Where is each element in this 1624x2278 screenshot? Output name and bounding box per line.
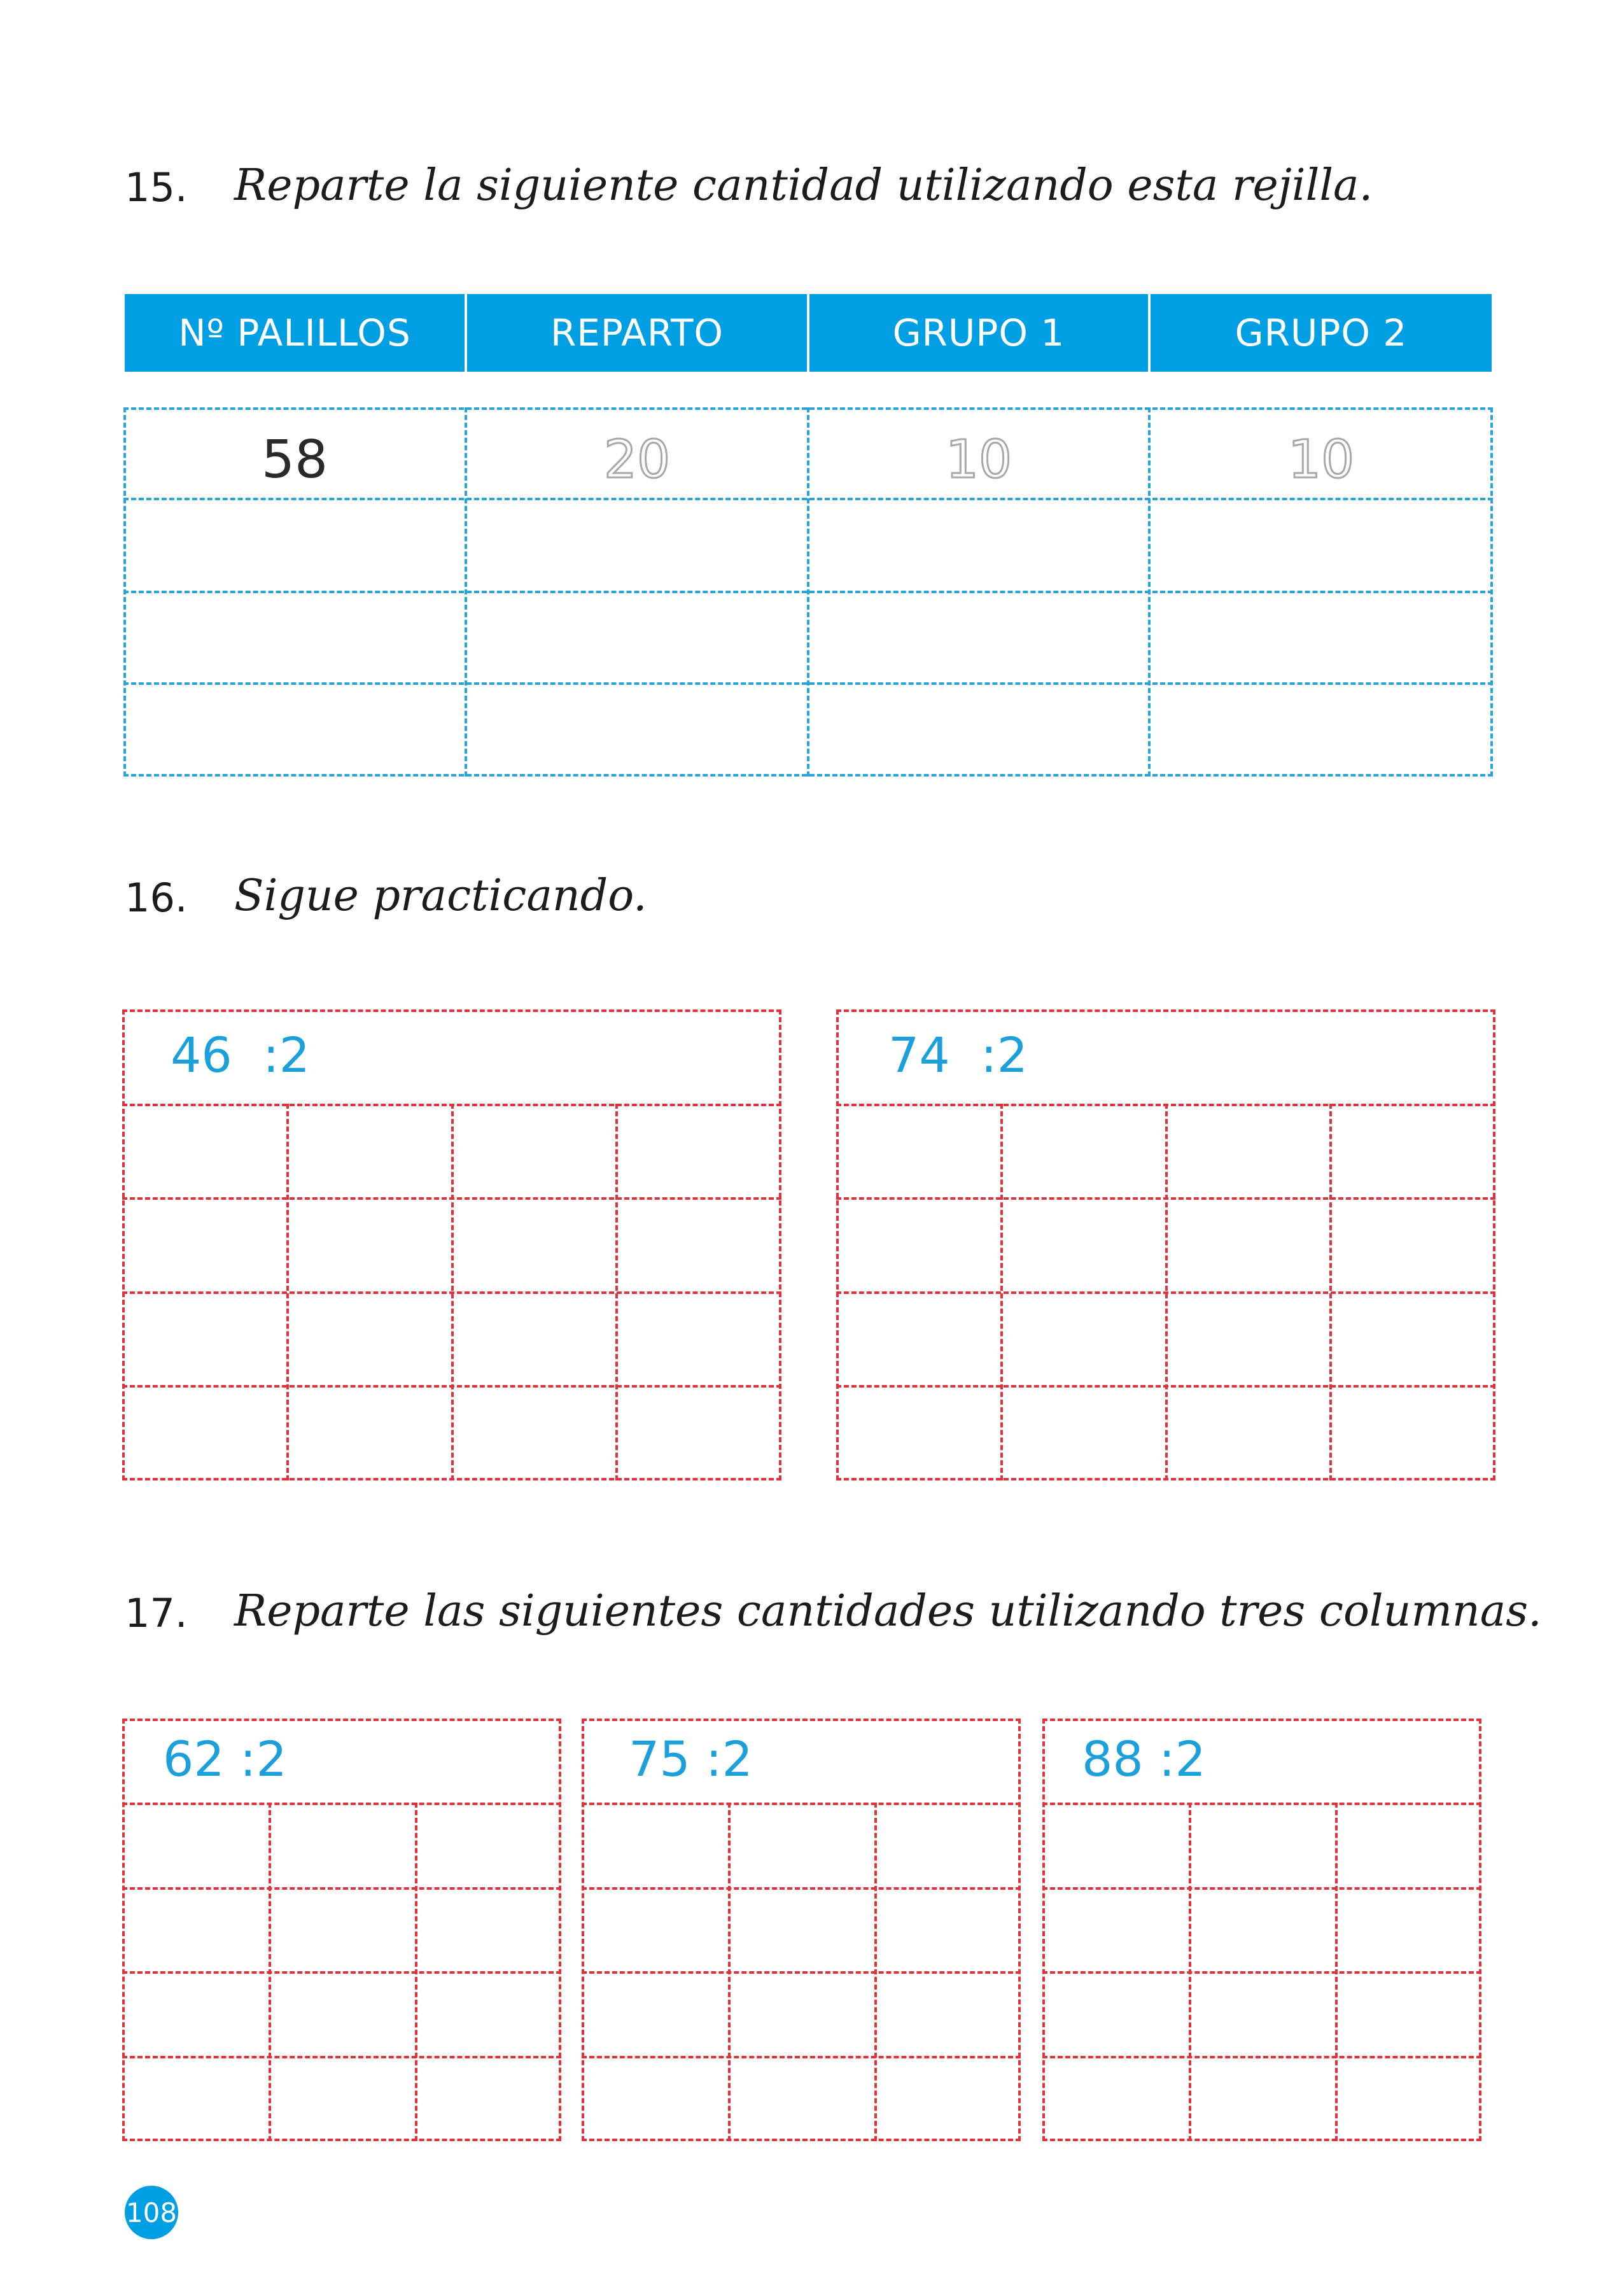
box-col-line [451, 1104, 454, 1480]
box-col-line [286, 1104, 289, 1480]
box-row-line [582, 1887, 1021, 1890]
exercise-17-number: 17. [125, 1590, 188, 1636]
exercise-15-number: 15. [125, 164, 188, 211]
header-reparto: REPARTO [467, 294, 807, 372]
division-label: 75 :2 [629, 1731, 753, 1787]
division-label: 62 :2 [163, 1731, 287, 1787]
division-label: 88 :2 [1082, 1731, 1206, 1787]
box-col-line [615, 1104, 618, 1480]
box-col-line [1189, 1803, 1191, 2141]
box-col-line [415, 1803, 417, 2141]
division-label: 74 :2 [888, 1027, 1028, 1083]
box-row-line [582, 2056, 1021, 2058]
cell-grupo-1-value: 10 [945, 430, 1012, 490]
page-number-badge: 108 [125, 2186, 178, 2239]
box-row-line [1042, 2056, 1481, 2058]
header-palillos: Nº PALILLOS [125, 294, 465, 372]
box-row-line [122, 2056, 561, 2058]
division-label: 46 :2 [171, 1027, 310, 1083]
cell-reparto-value: 20 [603, 430, 671, 490]
header-grupo-2: GRUPO 2 [1151, 294, 1492, 372]
exercise-16-number: 16. [125, 875, 188, 921]
box-row-line [122, 1971, 561, 1974]
cell-palillos-value: 58 [261, 430, 328, 490]
box-col-line [1335, 1803, 1338, 2141]
exercise-17-instruction: Reparte las siguientes cantidades utilizando tres columnas. [234, 1586, 1542, 1636]
cell-grupo-2-value: 10 [1287, 430, 1355, 490]
box-col-line [1165, 1104, 1168, 1480]
box-col-line [269, 1803, 271, 2141]
box-row-line [582, 1971, 1021, 1974]
exercise-16-instruction: Sigue practicando. [234, 871, 647, 921]
box-col-line [728, 1803, 731, 2141]
box-row-line [1042, 1803, 1481, 1805]
box-row-line [582, 1803, 1021, 1805]
box-row-line [1042, 1887, 1481, 1890]
header-grupo-1: GRUPO 1 [809, 294, 1148, 372]
box-row-line [1042, 1971, 1481, 1974]
box-col-line [1329, 1104, 1332, 1480]
box-row-line [122, 1887, 561, 1890]
exercise-15-instruction: Reparte la siguiente cantidad utilizando esta rejilla. [234, 160, 1373, 211]
box-col-line [1000, 1104, 1003, 1480]
box-row-line [122, 1803, 561, 1805]
box-col-line [874, 1803, 877, 2141]
